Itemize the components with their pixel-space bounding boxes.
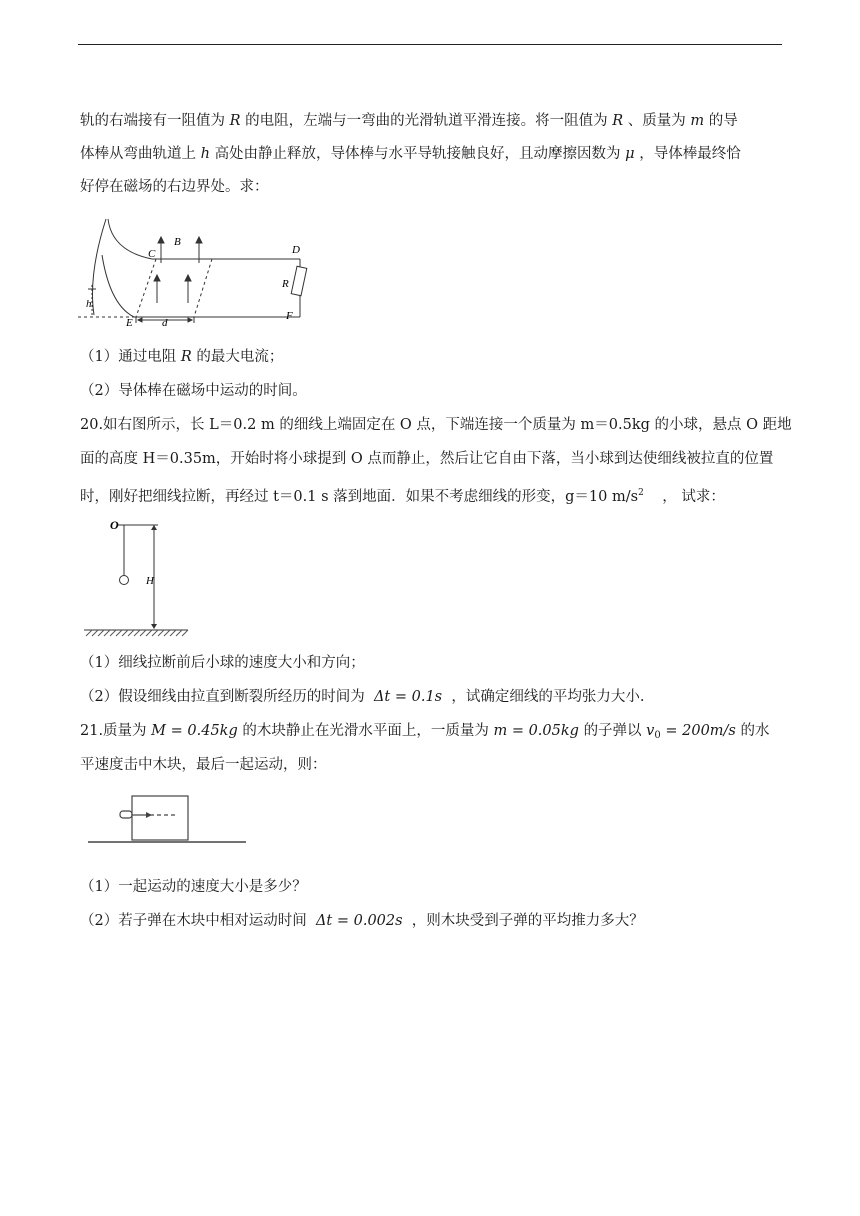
q20-pendulum-figure [84, 514, 194, 638]
ball [120, 576, 129, 585]
label-O: O [110, 518, 119, 532]
field-boundary-left [136, 259, 156, 317]
q19-text-line-2: 体棒从弯曲轨道上 h 高处由静止释放，导体棒与水平导轨接触良好，且动摩擦因数为 μ ，导体棒最终恰 [80, 146, 741, 162]
q20-part-2: （2）假设细线由拉直到断裂所经历的时间为 Δt = 0.1s ，试确定细线的平均张力大小. [80, 689, 645, 705]
wooden-block [132, 796, 188, 840]
label-F: F [286, 310, 293, 322]
q21-text-line-2: 平速度击中木块，最后一起运动，则： [80, 757, 327, 773]
label-R: R [282, 278, 289, 290]
label-E: E [126, 317, 133, 329]
curved-track-inner [102, 255, 134, 317]
q20-text-line-2: 面的高度 H＝0.35m，开始时将小球提到 O 点而静止，然后让它自由下落，当小球到达使细线被拉直的位置 [80, 451, 774, 467]
resistor-symbol [291, 266, 307, 295]
q20-text-line-1: 20.如右图所示，长 L＝0.2 m 的细线上端固定在 O 点，下端连接一个质量为 m＝0.5kg 的小球，悬点 O 距地 [80, 417, 792, 433]
label-H: H [146, 575, 154, 587]
label-h: h [86, 298, 92, 310]
q21-text-line-1: 21.质量为 M = 0.45kg 的木块静止在光滑水平面上，一质量为 m = 0.05kg 的子弹以 $v_0 = 200m/s$ 的水 [80, 723, 770, 741]
label-D: D [292, 244, 300, 256]
q21-block-bullet-figure [88, 790, 248, 850]
q19-text-line-3: 好停在磁场的右边界处。求： [80, 179, 269, 195]
header-rule [78, 44, 782, 45]
label-C: C [148, 248, 156, 260]
q20-text-line-3: 时，刚好把细线拉断，再经过 t＝0.1 s 落到地面．如果不考虑细线的形变，g＝10 $m/s^2$ ， 试求： [80, 488, 725, 505]
q19-rail-figure [78, 215, 308, 330]
bullet [120, 811, 132, 818]
curved-track-top [108, 219, 152, 259]
q21-part-1: （1）一起运动的速度大小是多少？ [80, 879, 307, 895]
q20-part-1: （1）细线拉断前后小球的速度大小和方向； [80, 655, 365, 671]
q21-part-2: （2）若子弹在木块中相对运动时间 Δt = 0.002s ，则木块受到子弹的平均推力多大？ [80, 913, 644, 929]
field-boundary-right [194, 259, 212, 317]
label-B: B [174, 236, 181, 248]
label-d: d [162, 317, 168, 329]
q19-text-line-1: 轨的右端接有一阻值为 R 的电阻，左端与一弯曲的光滑轨道平滑连接。将一阻值为 R 、质量为 m 的导 [80, 113, 738, 129]
q19-part-1: （1）通过电阻 R 的最大电流； [80, 349, 284, 365]
q19-part-2: （2）导体棒在磁场中运动的时间。 [80, 383, 307, 399]
